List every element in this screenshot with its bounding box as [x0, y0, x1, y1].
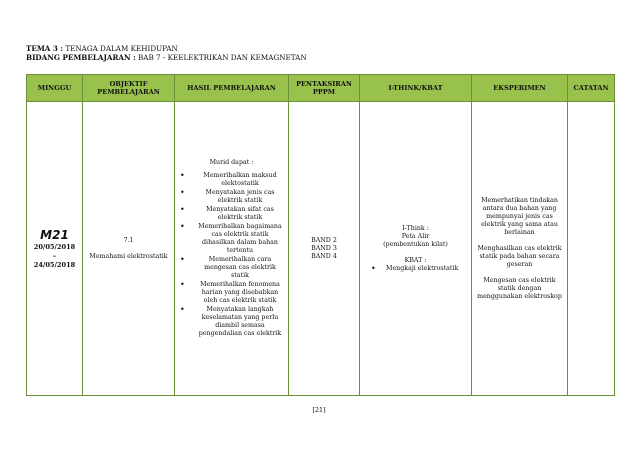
list-item: • Menyatakan langkah keselamatan yang perlu diambil semasa pengendalian cas elektrik	[178, 306, 285, 338]
ithink-map: Peta Alir	[401, 232, 430, 240]
cell-catatan	[568, 102, 615, 396]
tema-heading	[26, 44, 178, 53]
cell-minggu	[27, 102, 83, 396]
list-item: • Memerihalkan cara mengesan cas elektrik statik	[178, 256, 285, 280]
table-header-row	[27, 75, 615, 102]
cell-pentaksiran	[289, 102, 360, 396]
ithink-title: I-Think :	[402, 224, 429, 232]
band-item: BAND 3	[311, 244, 337, 252]
col-header-ithink: I-THINK/KBAT	[360, 75, 472, 102]
cell-eksperimen	[472, 102, 568, 396]
col-header-eksperimen: EKSPERIMEN	[472, 75, 568, 102]
band-item: BAND 2	[311, 236, 337, 244]
bidang-heading	[26, 53, 307, 62]
list-item: • Memerihalkan bagaimana cas elektrik statik dihasilkan dalam bahan tertentu	[178, 223, 285, 255]
list-item: • Mengkaji elektrostatik	[369, 265, 468, 273]
tema-label: TEMA 3 :	[26, 44, 64, 53]
table-row	[27, 102, 615, 396]
bidang-label: BIDANG PEMBELAJARAN :	[26, 53, 136, 62]
ithink-detail: (pembentukan kilat)	[383, 240, 448, 248]
hasil-intro: Murid dapat :	[209, 158, 254, 166]
list-item: • Menyatakan sifat cas elektrik statik	[178, 206, 285, 222]
cell-ithink	[360, 102, 472, 396]
col-header-hasil: HASIL PEMBELAJARAN	[175, 75, 289, 102]
week-number: M21	[40, 227, 69, 242]
date-separator: –	[52, 251, 57, 260]
experiment-item: Menghasilkan cas elektrik statik pada bahan secara geseran	[477, 244, 562, 268]
col-header-objektif: OBJEKTIF PEMBELAJARAN	[83, 75, 175, 102]
kbat-list	[363, 265, 468, 273]
lesson-plan-table	[26, 74, 615, 396]
col-header-minggu: MINGGU	[27, 75, 83, 102]
list-item: • Memerihalkan fenomena harian yang disebabkan oleh cas elektrik statik	[178, 281, 285, 305]
col-header-pentaksiran: PENTAKSIRAN PPPM	[289, 75, 360, 102]
page-number: [21]	[312, 406, 326, 414]
date-end: 24/05/2018	[33, 260, 76, 269]
kbat-title: KBAT :	[404, 256, 427, 264]
objektif-text: Memahami elektrostatik	[89, 252, 168, 260]
list-item: • Menyatakan jenis cas elektrik statik	[178, 189, 285, 205]
hasil-list	[178, 172, 285, 338]
cell-hasil	[175, 102, 289, 396]
objektif-code: 7.1	[123, 236, 134, 244]
experiment-item: Memerhatikan tindakan antara dua bahan yang mempunyai jenis cas elektrik yang sama atau berlainan	[481, 196, 558, 236]
date-start: 20/05/2018	[33, 242, 76, 251]
bidang-value: BAB 7 - KEELEKTRIKAN DAN KEMAGNETAN	[135, 53, 307, 62]
cell-objektif	[83, 102, 175, 396]
tema-value: TENAGA DALAM KEHIDUPAN	[63, 44, 178, 53]
col-header-catatan: CATATAN	[568, 75, 615, 102]
list-item: • Memerihalkan maksud elektostatik	[178, 172, 285, 188]
band-item: BAND 4	[311, 252, 337, 260]
experiment-item: Mengesan cas elektrik statik dengan menggunakan elektroskop	[477, 276, 562, 300]
